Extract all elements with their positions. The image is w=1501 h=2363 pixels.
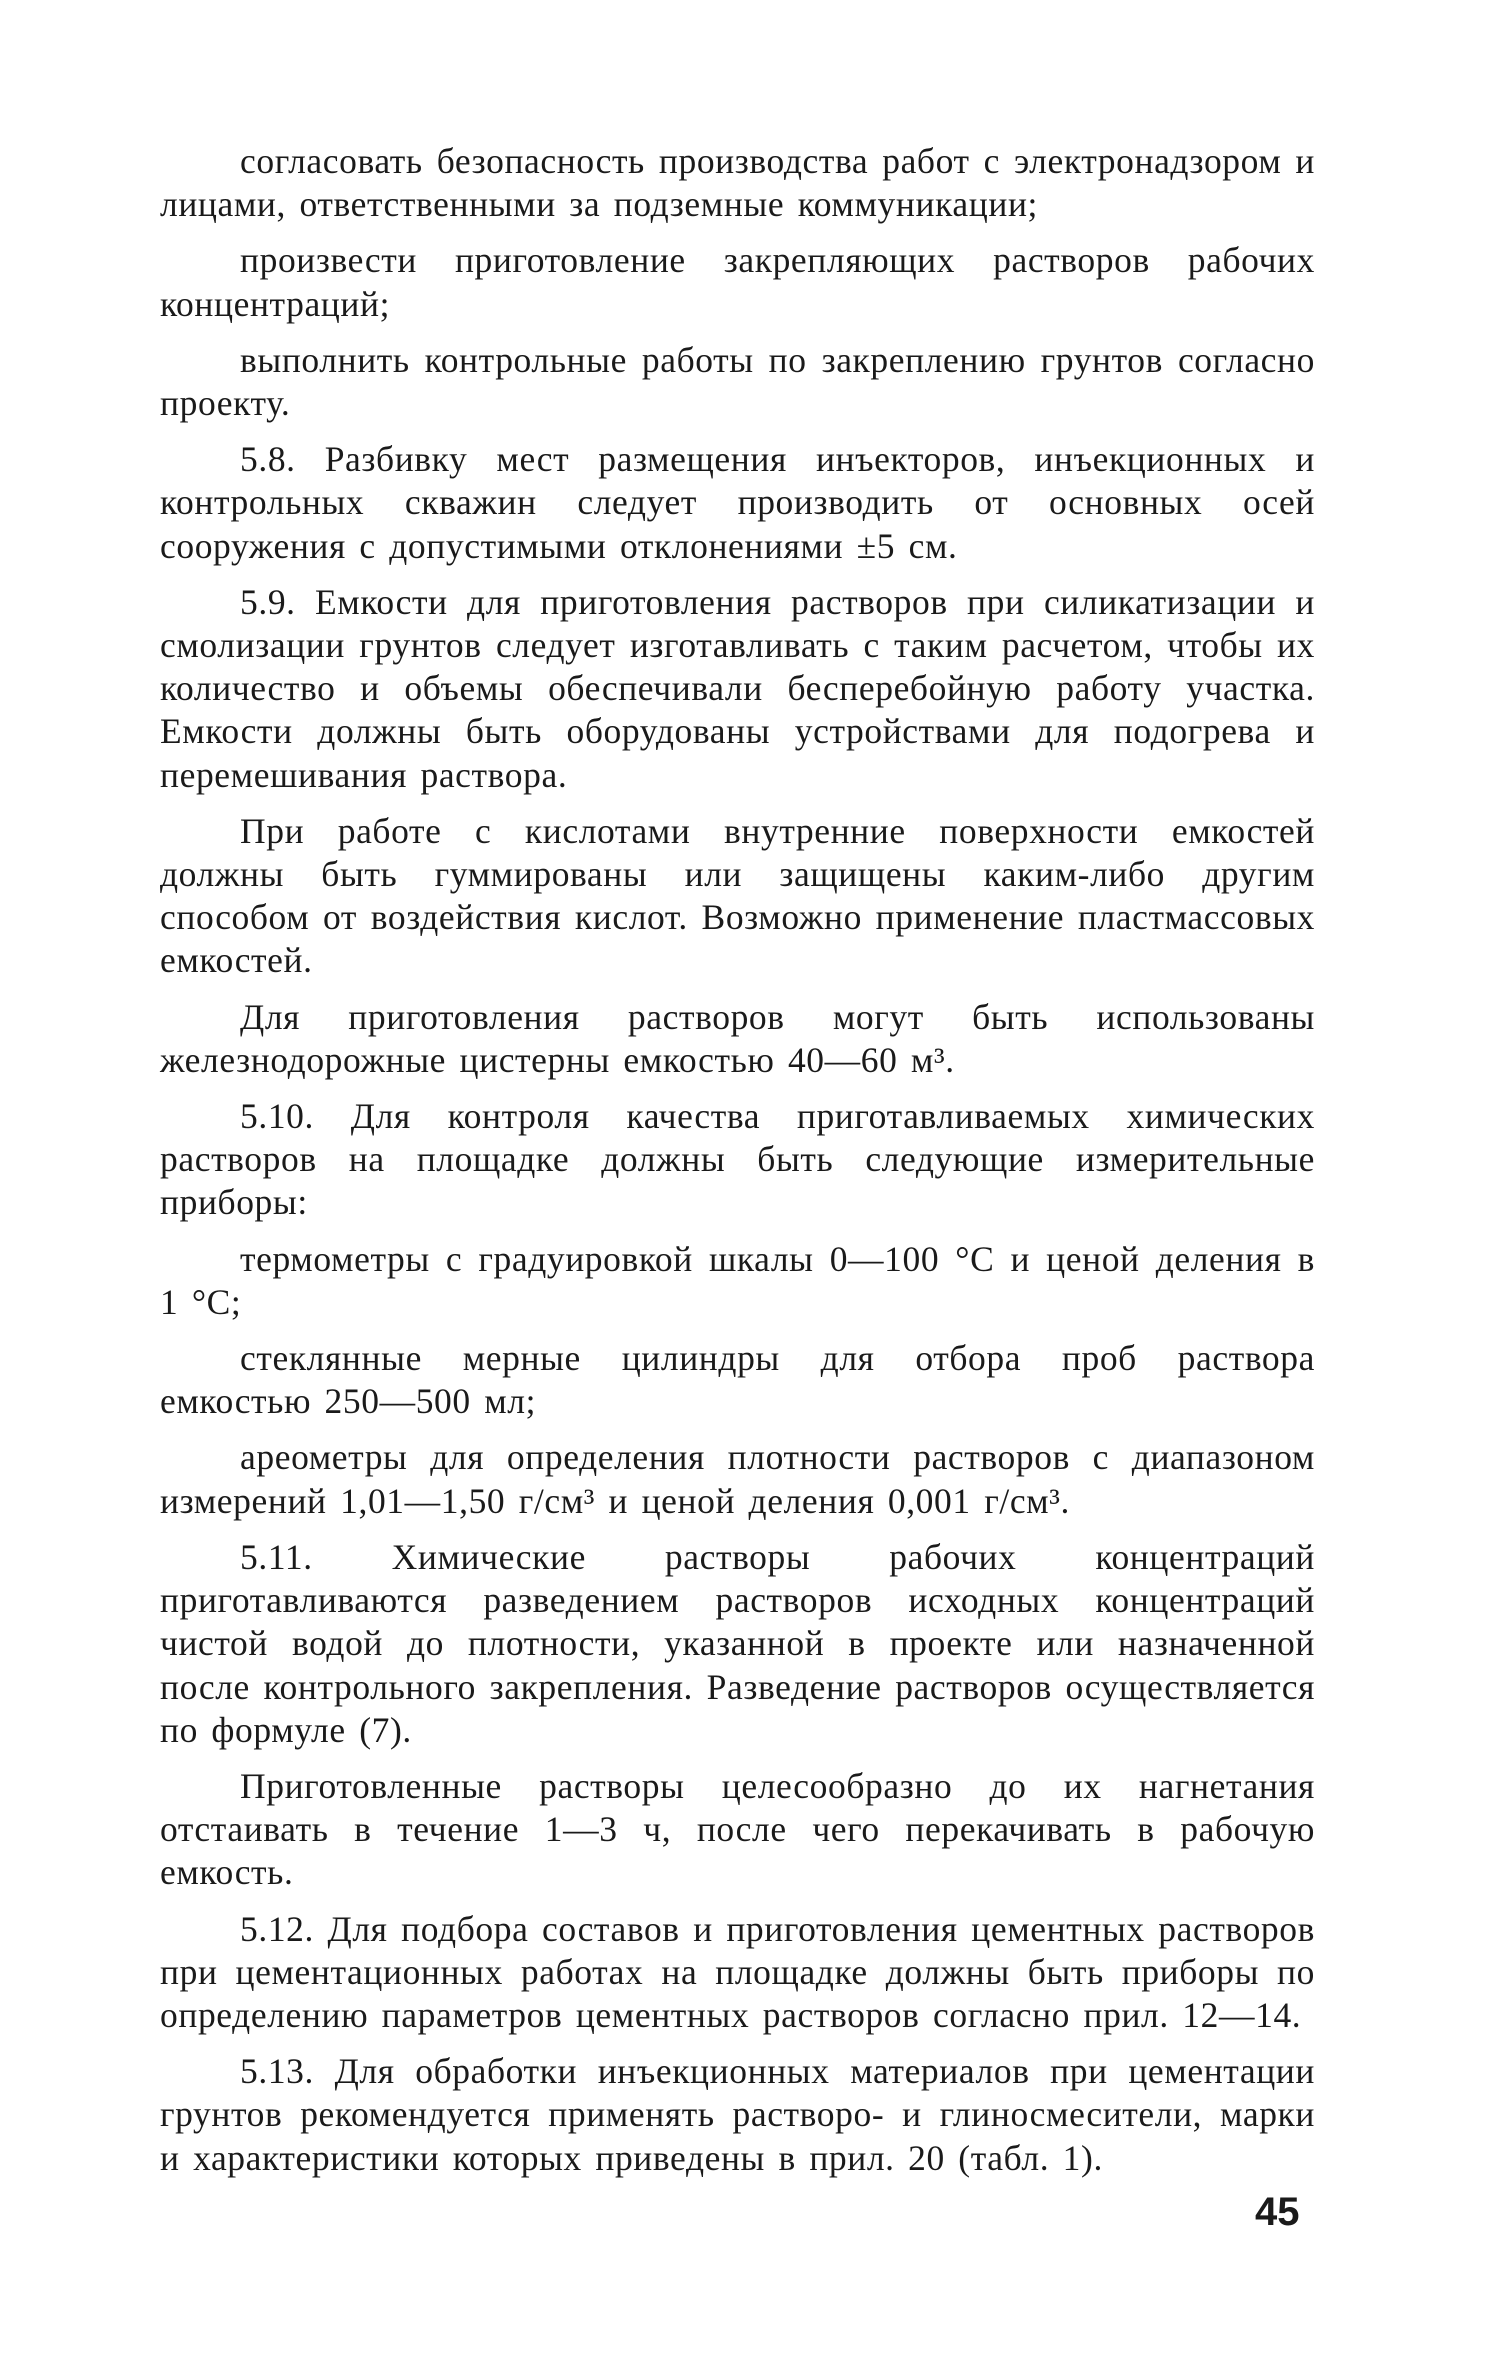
paragraph-5-10: 5.10. Для контроля качества приготавливаемых химических растворов на площадке должны быть следующие измерительные приборы:	[160, 1096, 1315, 1223]
paragraph-cylinders: стеклянные мерные цилиндры для отбора проб раствора емкостью 250—500 мл;	[160, 1338, 1315, 1422]
body-text	[160, 140, 1315, 2193]
page-number: 45	[1255, 2190, 1300, 2234]
paragraph-5-8: 5.8. Разбивку мест размещения инъекторов, инъекционных и контрольных скважин следует производить от основных осей сооружения с допустимыми отклонениями ±5 см.	[160, 439, 1315, 566]
paragraph-5-11: 5.11. Химические растворы рабочих концентраций приготавливаются разведением растворов исходных концентраций чистой водой до плотности, указанной в проекте или назначенной после контрольного закрепления. Разведение растворов осуществляется по формуле (7).	[160, 1536, 1315, 1750]
paragraph-agree-safety: согласовать безопасность производства работ с электронадзором и лицами, ответственными за подземные коммуникации;	[160, 141, 1315, 225]
paragraph-tanks: Для приготовления растворов могут быть использованы железнодорожные цистерны емкостью 40—60 м³.	[160, 996, 1315, 1080]
paragraph-5-12: 5.12. Для подбора составов и приготовления цементных растворов при цементационных работах на площадке должны быть приборы по определению параметров цементных растворов согласно прил. 12—14.	[160, 1908, 1315, 2035]
paragraph-settling: Приготовленные растворы целесообразно до их нагнетания отстаивать в течение 1—3 ч, после чего перекачивать в рабочую емкость.	[160, 1765, 1315, 1893]
paragraph-5-9: 5.9. Емкости для приготовления растворов при силикатизации и смолизации грунтов следует изготавливать с таким расчетом, чтобы их количество и объемы обеспечивали бесперебойную работу участка. Емкости должны быть оборудованы устройствами для подогрева и перемешивания раствора.	[160, 581, 1315, 795]
paragraph-thermometers: термометры с градуировкой шкалы 0—100 °С и ценой деления в 1 °С;	[160, 1238, 1315, 1322]
paragraph-acids: При работе с кислотами внутренние поверхности емкостей должны быть гуммированы или защищены каким-либо другим способом от воздействия кислот. Возможно применение пластмассовых емкостей.	[160, 810, 1315, 981]
paragraph-areometers: ареометры для определения плотности растворов с диапазоном измерений 1,01—1,50 г/см³ и ценой деления 0,001 г/см³.	[160, 1437, 1315, 1521]
paragraph-control-works: выполнить контрольные работы по закреплению грунтов согласно проекту.	[160, 339, 1315, 424]
paragraph-5-13: 5.13. Для обработки инъекционных материалов при цементации грунтов рекомендуется применять растворо- и глиносмесители, марки и характеристики которых приведены в прил. 20 (табл. 1).	[160, 2051, 1315, 2178]
paragraph-prepare-solutions: произвести приготовление закрепляющих растворов рабочих концентраций;	[160, 240, 1315, 324]
